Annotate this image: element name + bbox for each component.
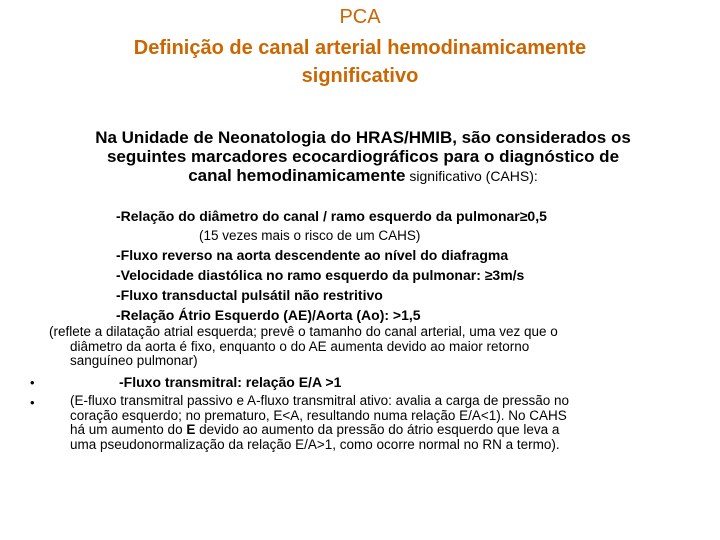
efluxo-paragraph bbox=[70, 394, 710, 452]
intro-line-1: Na Unidade de Neonatologia do HRAS/HMIB, são considerados os bbox=[95, 128, 631, 147]
slide-title-pca: PCA bbox=[339, 6, 381, 28]
reflete-paragraph bbox=[49, 325, 669, 369]
efluxo-line-1: (E-fluxo transmitral passivo e A-fluxo transmitral ativo: avalia a carga de pressão no bbox=[70, 393, 569, 408]
reflete-line-3: sanguíneo pulmonar) bbox=[70, 353, 198, 368]
efluxo-line-3-e-bold: E bbox=[186, 422, 196, 437]
reflete-line-2: diâmetro da aorta é fixo, enquanto o do AE aumenta devido ao maior retorno bbox=[70, 338, 530, 354]
slide-subtitle bbox=[0, 34, 720, 90]
marker-item-ae-ao-ratio: -Relação Átrio Esquerdo (AE)/Aorta (Ao): >1,5 bbox=[116, 307, 421, 323]
efluxo-line-3 bbox=[70, 423, 710, 438]
intro-line-2: seguintes marcadores ecocardiográficos para o diagnóstico de bbox=[106, 147, 620, 166]
marker-item-diastolic-velocity: -Velocidade diastólica no ramo esquerdo da pulmonar: ≥3m/s bbox=[116, 267, 525, 283]
intro-line-3-bold: canal hemodinamicamente bbox=[188, 166, 406, 185]
marker-item-reverse-flow: -Fluxo reverso na aorta descendente ao nível do diafragma bbox=[116, 247, 509, 263]
bullet-2: • bbox=[30, 395, 35, 410]
marker-item-transductal-flow: -Fluxo transductal pulsátil não restritivo bbox=[116, 287, 383, 303]
efluxo-line-2: coração esquerdo; no prematuro, E<A, resultando numa relação E/A<1). No CAHS bbox=[70, 407, 567, 423]
intro-line-3 bbox=[40, 166, 686, 186]
reflete-line-1: (reflete a dilatação atrial esquerda; prevê o tamanho do canal arterial, uma vez que o bbox=[49, 324, 558, 339]
subtitle-line-2: significativo bbox=[301, 65, 419, 87]
transmitral-item: -Fluxo transmitral: relação E/A >1 bbox=[119, 374, 342, 390]
intro-paragraph bbox=[40, 128, 686, 186]
efluxo-line-3c: devido ao aumento da pressão do átrio esquerdo que leva a bbox=[195, 422, 560, 437]
intro-line-3-normal: significativo (CAHS): bbox=[405, 168, 538, 184]
bullet-1: • bbox=[30, 375, 35, 390]
efluxo-line-4: uma pseudonormalização da relação E/A>1, como ocorre normal no RN a termo). bbox=[70, 436, 560, 452]
marker-item-ratio-note: (15 vezes mais o risco de um CAHS) bbox=[199, 228, 421, 243]
efluxo-line-3a: há um aumento do bbox=[70, 422, 187, 437]
subtitle-line-1: Definição de canal arterial hemodinamicamente bbox=[133, 37, 587, 59]
marker-item-ratio: -Relação do diâmetro do canal / ramo esquerdo da pulmonar≥0,5 bbox=[116, 208, 547, 224]
